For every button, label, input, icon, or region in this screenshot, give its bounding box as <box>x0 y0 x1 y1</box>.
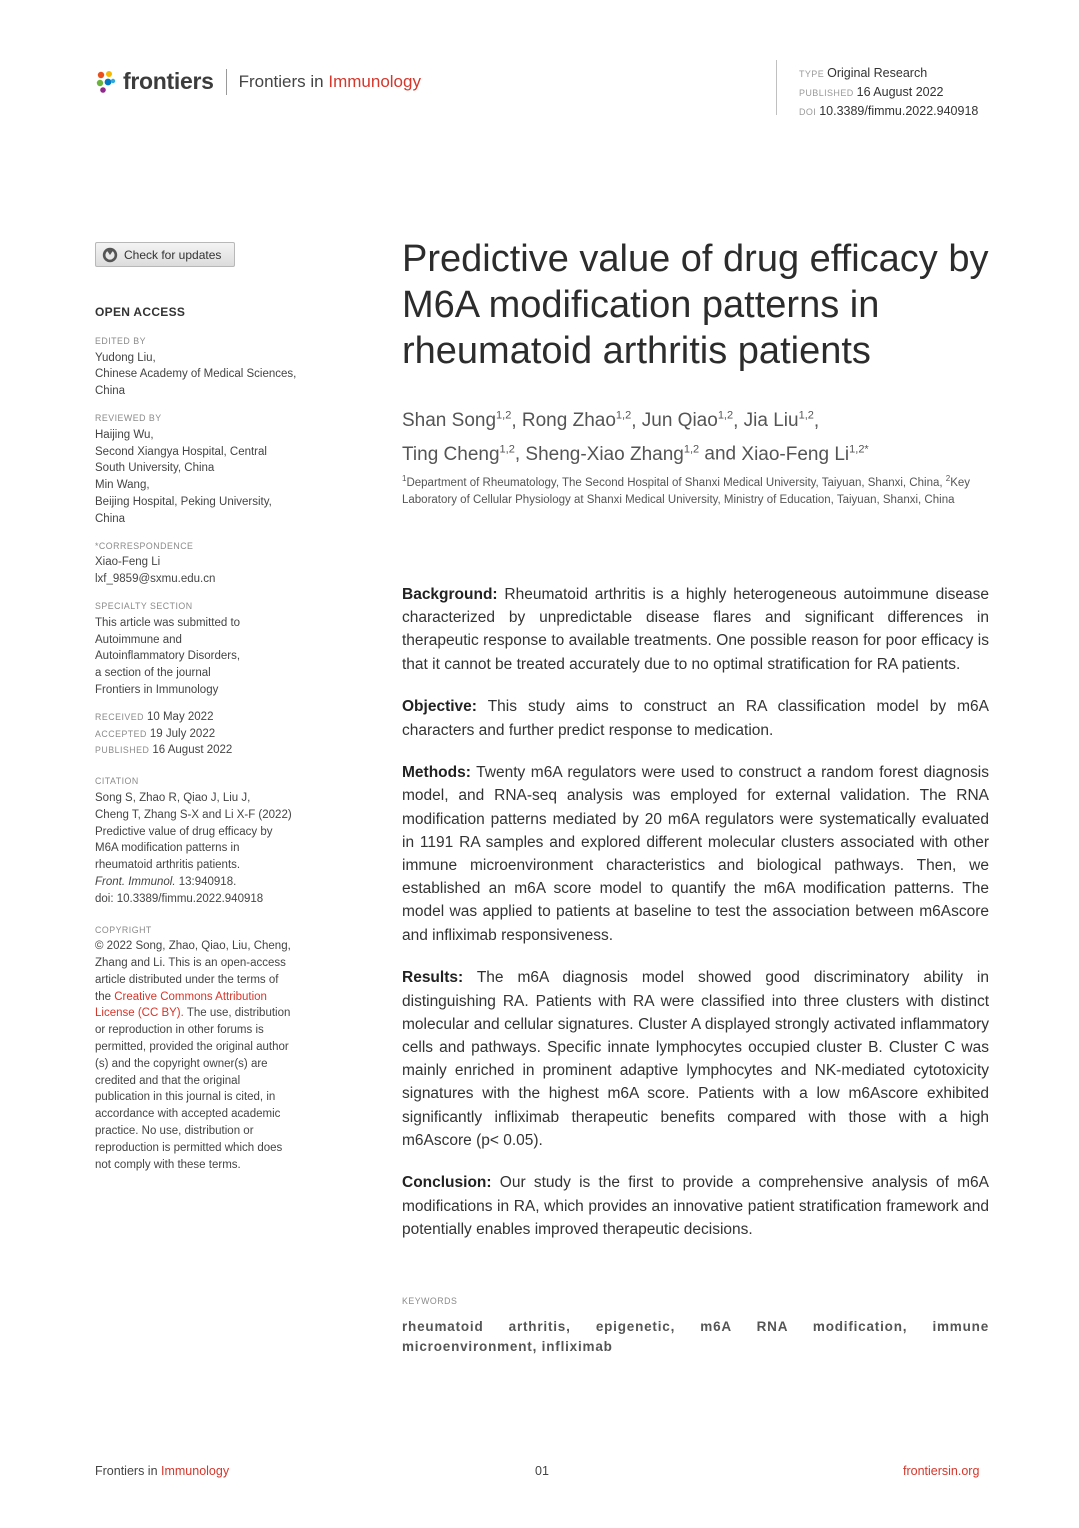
author[interactable] <box>522 410 631 431</box>
section-heading: Methods: <box>402 764 471 782</box>
cc-license-link[interactable]: License (CC BY). <box>95 1007 184 1020</box>
reviewer-line: Haijing Wu, <box>95 428 154 441</box>
open-access-label: OPEN ACCESS <box>95 305 186 319</box>
section-text: This study aims to construct an RA classification model by m6A characters and further predict response to medication. <box>402 698 989 739</box>
article-title: Predictive value of drug efficacy by M6A modification patterns in rheumatoid arthritis patients <box>402 238 989 372</box>
meta-published <box>799 83 978 102</box>
citation-label: CITATION <box>95 776 139 787</box>
author-separator: , <box>733 410 744 432</box>
abstract-objective <box>402 695 989 741</box>
editor-line: Yudong Liu, <box>95 351 156 364</box>
copyright-label: COPYRIGHT <box>95 924 152 935</box>
journal-logo[interactable] <box>95 68 421 95</box>
author[interactable] <box>402 410 511 431</box>
reviewer-line: Beijing Hospital, Peking University, <box>95 495 272 508</box>
copyright-line: © 2022 Song, Zhao, Qiao, Liu, Cheng, <box>95 940 291 953</box>
footer-site-link[interactable]: frontiersin.org <box>903 1464 980 1478</box>
check-for-updates-button[interactable] <box>95 242 235 267</box>
journal-subject: Immunology <box>328 71 421 91</box>
author-affil-mark: 1,2 <box>615 410 632 422</box>
editor-line: China <box>95 385 126 398</box>
footer-journal-subject: Immunology <box>161 1464 230 1478</box>
meta-divider <box>776 60 777 115</box>
citation-journal: Front. Immunol. <box>95 875 176 888</box>
author-affil-mark: 1,2 <box>683 443 700 456</box>
received-label: RECEIVED <box>95 711 144 722</box>
check-for-updates-label: Check for updates <box>124 247 222 262</box>
meta-type <box>799 64 978 83</box>
correspondent-name: Xiao-Feng Li <box>95 556 161 569</box>
affiliations <box>402 470 992 509</box>
cc-license-link[interactable]: Creative Commons Attribution <box>114 990 267 1003</box>
specialty-line: Frontiers in Immunology <box>95 683 219 696</box>
author-name: Jun Qiao <box>641 410 718 432</box>
page-number: 01 <box>535 1464 549 1478</box>
section-heading: Background: <box>402 586 498 603</box>
author-separator: , <box>631 410 642 432</box>
author-separator: , <box>514 443 526 465</box>
meta-type-label: TYPE <box>799 69 825 79</box>
footer-journal-prefix: Frontiers in <box>95 1464 161 1478</box>
citation-line: rheumatoid arthritis patients. <box>95 859 241 872</box>
author-list <box>402 402 1002 469</box>
copyright-line: (s) and the copyright owner(s) are <box>95 1057 268 1070</box>
section-text: Rheumatoid arthritis is a highly heterogeneous autoimmune disease characterized by unpredictable disease flares and significant differences in therapeutic response to available treatments. One possible reason for poor efficacy is that it cannot be treated accurately due to no optimal stratification for RA patients. <box>402 586 989 673</box>
author[interactable] <box>525 444 699 465</box>
meta-doi <box>799 102 978 121</box>
meta-published-value: 16 August 2022 <box>856 85 944 99</box>
copyright-line: publication in this journal is cited, in <box>95 1091 276 1104</box>
citation-journal-line <box>95 874 330 891</box>
author-separator: , <box>511 410 522 432</box>
affiliation-mark: 2 <box>945 474 951 483</box>
section-text: Twenty m6A regulators were used to construct a random forest diagnosis model, and RNA-seq analysis was employed for external validation. The RNA modification patterns mediated by 20 m6A regulators were systematically evaluated in 1191 RA samples and explored different molecular clusters associated with other immune microenvironment characteristics and biological pathways. Then, we established an m6A score model to quantify the m6A modification patterns. The model was applied to patients at baseline to test the association between m6Ascore and infliximab responsiveness. <box>402 764 989 944</box>
editor-line: Chinese Academy of Medical Sciences, <box>95 368 297 381</box>
author-affil-mark: 1,2* <box>849 443 869 456</box>
section-heading: Conclusion: <box>402 1174 492 1192</box>
copyright-after-link: The use, distribution <box>183 1007 291 1020</box>
citation-line: Cheng T, Zhang S-X and Li X-F (2022) <box>95 808 292 821</box>
copyright-line: permitted, provided the original author <box>95 1041 289 1054</box>
copyright-line: practice. No use, distribution or <box>95 1125 254 1138</box>
author-affil-mark: 1,2 <box>798 410 814 422</box>
received-date <box>95 709 330 726</box>
author-name: Xiao-Feng Li <box>741 443 850 465</box>
abstract-background <box>402 583 989 676</box>
keywords: rheumatoid arthritis, epigenetic, m6A RNA modification, immune microenvironment, infliximab <box>402 1319 989 1354</box>
meta-doi-label: DOI <box>799 107 817 117</box>
copyright-line: reproduction is permitted which does <box>95 1141 283 1154</box>
reviewer-line: China <box>95 512 126 525</box>
correspondent-email[interactable]: lxf_9859@sxmu.edu.cn <box>95 573 216 586</box>
author-separator: , <box>813 410 820 432</box>
section-heading: Objective: <box>402 698 477 716</box>
author[interactable] <box>741 444 868 465</box>
author-name: Shan Song <box>402 410 497 432</box>
received-value: 10 May 2022 <box>146 710 214 723</box>
meta-published-label: PUBLISHED <box>799 88 854 98</box>
author-name: Jia Liu <box>743 410 799 432</box>
specialty-line: Autoimmune and <box>95 633 182 646</box>
edited-by-label: EDITED BY <box>95 335 146 346</box>
section-text: The m6A diagnosis model showed good discriminatory ability in distinguishing RA. Patients with RA were classified into three clusters with distinct molecular and cellular signatures. Cluster A displayed strongly activated inflammatory cells and pathways. Specific innate lymphocytes occupied cluster B. Cluster C was mainly enriched in prominent adaptive lymphocytes and NK-mediated cytotoxicity signatures with the highest m6A score. Patients with a low m6Ascore exhibited significantly infliximab therapeutic benefits compared with those with a high m6Ascore (p< 0.05). <box>402 969 989 1149</box>
article-meta <box>799 64 978 121</box>
abstract <box>402 583 989 1261</box>
brand-name: frontiers <box>123 68 214 94</box>
accepted-value: 19 July 2022 <box>149 727 216 740</box>
affiliation-2: Key Laboratory of Cellular Physiology at Shanxi Medical University, Ministry of Education, Taiyuan, Shanxi, China <box>402 476 971 506</box>
journal-title <box>239 72 421 92</box>
published-label: PUBLISHED <box>95 745 150 756</box>
section-heading: Results: <box>402 969 464 987</box>
author-name: Sheng-Xiao Zhang <box>525 443 684 465</box>
copyright-line: credited and that the original <box>95 1074 241 1087</box>
author-affil-mark: 1,2 <box>717 410 734 422</box>
author[interactable] <box>402 444 515 465</box>
abstract-conclusion <box>402 1171 989 1241</box>
author-affil-mark: 1,2 <box>499 443 515 456</box>
copyright-line: accordance with accepted academic <box>95 1108 281 1121</box>
article-sidebar <box>95 304 330 1173</box>
accepted-label: ACCEPTED <box>95 728 147 739</box>
logo-divider <box>226 69 227 95</box>
reviewer-line: Min Wang, <box>95 479 150 492</box>
specialty-section-label: SPECIALTY SECTION <box>95 600 193 611</box>
published-value: 16 August 2022 <box>152 744 233 757</box>
author[interactable] <box>744 410 814 431</box>
author-name: Ting Cheng <box>402 443 500 465</box>
citation-doi[interactable]: doi: 10.3389/fimmu.2022.940918 <box>95 892 264 905</box>
affiliation-mark: 1 <box>402 474 407 483</box>
reviewer-line: Second Xiangya Hospital, Central <box>95 445 267 458</box>
citation-line: Song S, Zhao R, Qiao J, Liu J, <box>95 791 251 804</box>
author-affil-mark: 1,2 <box>496 410 512 422</box>
copyright-line: article distributed under the terms of <box>95 973 279 986</box>
correspondence-label: *CORRESPONDENCE <box>95 540 194 551</box>
copyright-the: the <box>95 990 115 1003</box>
author-name: Rong Zhao <box>521 410 616 432</box>
specialty-line: This article was submitted to <box>95 616 241 629</box>
copyright-line: not comply with these terms. <box>95 1158 241 1171</box>
frontiers-logo-icon <box>95 70 117 94</box>
author-separator: and <box>699 443 742 465</box>
abstract-results <box>402 966 989 1152</box>
copyright-line <box>95 1005 330 1022</box>
specialty-line: Autoinflammatory Disorders, <box>95 650 241 663</box>
crossmark-icon <box>102 247 118 263</box>
keywords-label: KEYWORDS <box>402 1296 458 1306</box>
accepted-date <box>95 726 330 743</box>
citation-line: Predictive value of drug efficacy by <box>95 825 273 838</box>
article-dates <box>95 709 330 759</box>
meta-type-value: Original Research <box>827 66 928 80</box>
copyright-line <box>95 989 330 1006</box>
affiliation-1: Department of Rheumatology, The Second Hospital of Shanxi Medical University, Taiyuan, Shanxi, China, <box>406 476 946 489</box>
section-text: Our study is the first to provide a comprehensive analysis of m6A modifications in RA, which provides an innovative patient stratification framework and potentially enables improved therapeutic decisions. <box>402 1174 989 1238</box>
abstract-methods <box>402 761 989 947</box>
copyright-line: or reproduction in other forums is <box>95 1024 264 1037</box>
author[interactable] <box>642 410 733 431</box>
copyright-line: Zhang and Li. This is an open-access <box>95 957 286 970</box>
reviewed-by-label: REVIEWED BY <box>95 412 162 423</box>
specialty-line: a section of the journal <box>95 667 211 680</box>
citation-line: M6A modification patterns in <box>95 842 240 855</box>
published-date <box>95 742 330 759</box>
reviewer-line: South University, China <box>95 462 215 475</box>
journal-prefix: Frontiers in <box>238 71 324 91</box>
footer-journal <box>95 1464 229 1478</box>
meta-doi-value[interactable]: 10.3389/fimmu.2022.940918 <box>819 104 979 118</box>
citation-volume: 13:940918. <box>175 875 237 888</box>
